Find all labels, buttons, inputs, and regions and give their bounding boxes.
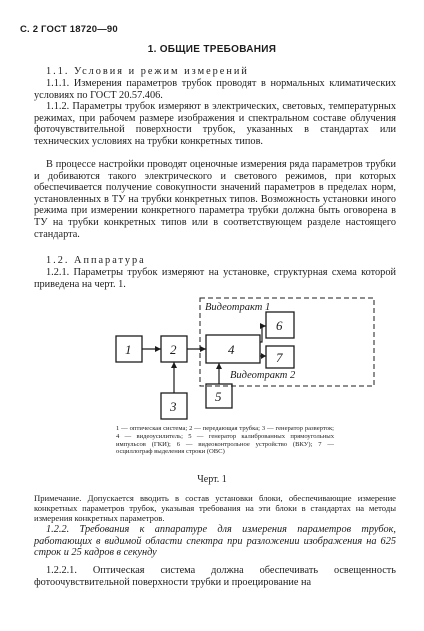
section-title: 1. ОБЩИЕ ТРЕБОВАНИЯ [147,44,277,55]
paragraph-1-2-1: 1.2.1. Параметры трубок измеряют на установке, структурная схема которой приведена на черт. 1. [34,267,396,290]
video-path-2-label: Видеотракт 2 [230,370,296,381]
paragraph-1-1-3: В процессе настройки проводят оценочные измерения ряда параметров трубки и добиваются такого электрического и светового режимов, при которых обеспечивается получение совокупности значений параметров в пределах норм, установленных в ТУ на трубки конкретных типов. Возможность установки иного режима при измерении конкретного параметра трубки должна быть оговорена в ТУ на трубки конкретных типов или в соответствующем разделе настоящего стандарта. [34,159,396,240]
block-1-label: 1 [125,342,132,357]
block-6-label: 6 [276,318,283,333]
block-2-label: 2 [170,342,177,357]
block-5-label: 5 [215,389,222,404]
arrow-4-6 [260,323,266,329]
paragraph-1-2-2: 1.2.2. Требования к аппаратуре для измерения параметров трубок, работающих в видимой области спектра при разложении изображения на 625 строк и 25 кадров в секунду [34,524,396,559]
subsection-heading-1-1: 1.1. Условия и режим измерений [46,66,249,77]
arrow-1-2 [155,346,161,352]
video-path-1-label: Видеотракт 1 [205,302,271,313]
paragraph-1-2-2-1: 1.2.2.1. Оптическая система должна обеспечивать освещенность фотоочувствительной поверхности трубки и проецирование на [34,565,396,588]
page-header: С. 2 ГОСТ 18720—90 [20,24,118,35]
arrow-2-4 [200,346,206,352]
block-4-label: 4 [228,342,235,357]
paragraph-1-1-2: 1.1.2. Параметры трубок измеряют в электрических, световых, температурных режимах, при рабочем размере изображения и спектральном составе облучения фоточувствительной поверхности трубок, указанных в стандартах или технических условиях на трубки конкретных типов. [34,101,396,147]
block-3-label: 3 [170,399,177,414]
block-7-label: 7 [276,350,283,365]
arrow-4-7 [261,353,266,359]
note: Примечание. Допускается вводить в состав установки блоки, обеспечивающие измерение конкретных параметров трубок, указывая требования на эти блоки в стандартах на методы измерения конкретных параметров. [34,493,396,523]
figure-label: Черт. 1 [197,474,227,485]
paragraph-1-1-1: 1.1.1. Измерения параметров трубок проводят в нормальных климатических условиях по ГОСТ 20.57.406. [34,78,396,101]
arrow-5-4 [216,363,222,369]
subsection-heading-1-2: 1.2. Аппаратура [46,255,146,266]
figure-caption: 1 — оптическая система; 2 — передающая трубка; 3 — генератор разверток; 4 — видеоусилитель; 5 — генератор калиброванных прямоугольных импульсов (ГКИ); 6 — видеоконтрольное устройство (ВКУ); 7 — осциллограф выделения строки (ОВС) [116,425,334,456]
arrow-3-2 [171,362,177,368]
